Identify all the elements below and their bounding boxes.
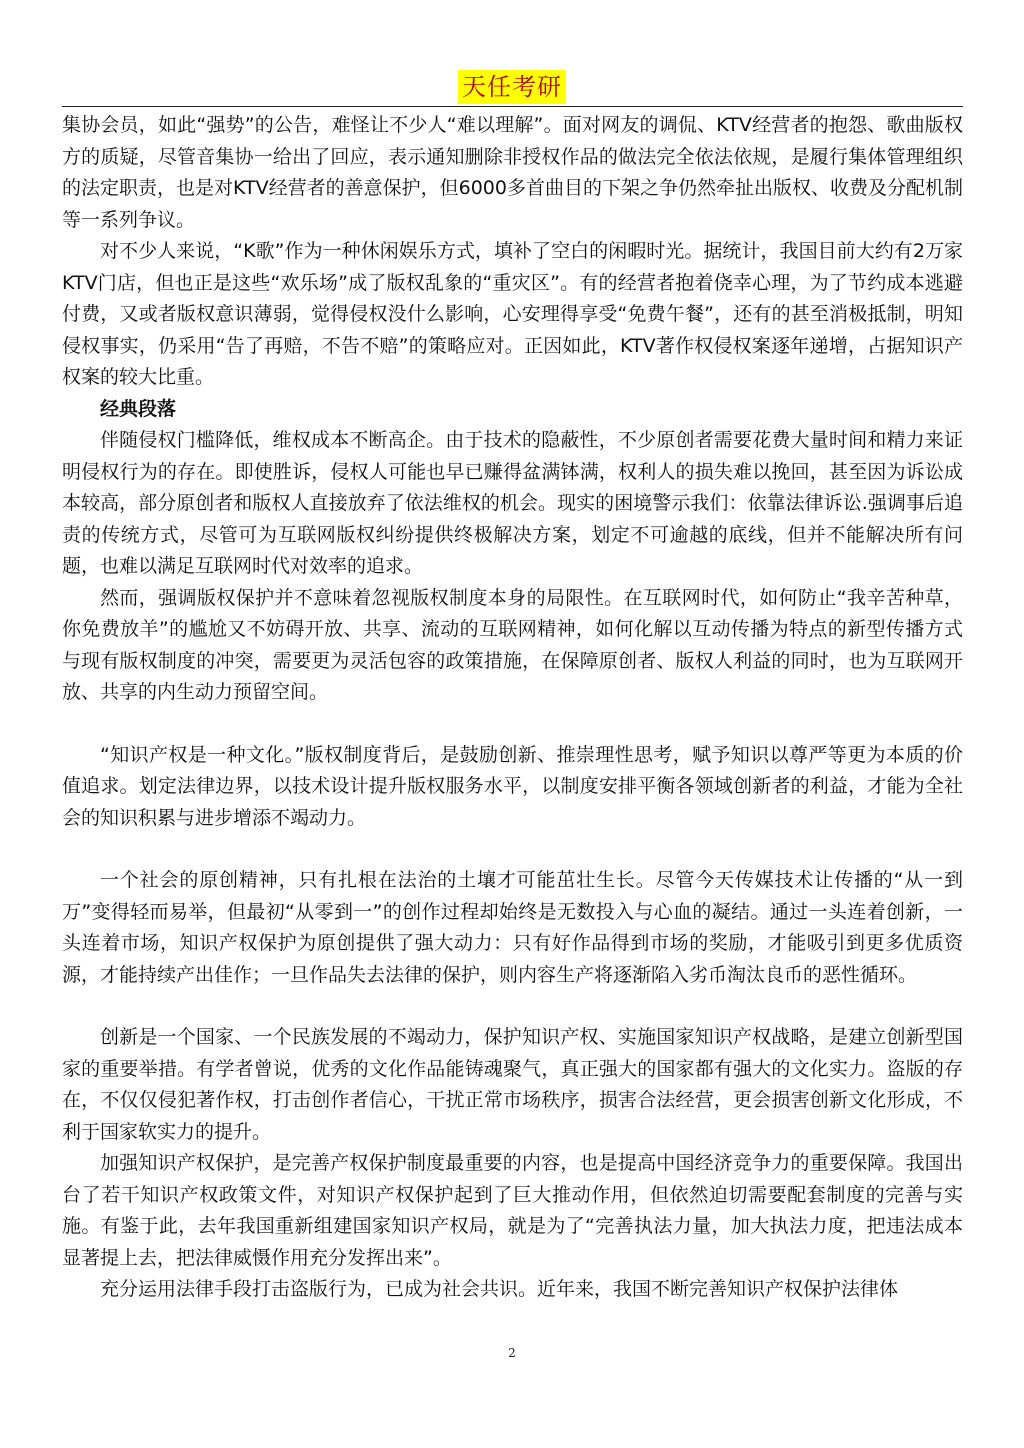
paragraph-3: 伴随侵权门槛降低，维权成本不断高企。由于技术的隐蔽性，不少原创者需要花费大量时间和精力来证明侵权行为的存在。即使胜诉，侵权人可能也早已赚得盆满钵满，权利人的损失难以挽回，甚至因为诉讼成本较高，部分原创者和版权人直接放弃了依法维权的机会。现实的困境警示我们：依靠法律诉讼.强调事后追责的传统方式，尽管可为互联网版权纠纷提供终极解决方案，划定不可逾越的底线，但并不能解决所有问题，也难以满足互联网时代对效率的追求。: [62, 429, 963, 577]
page-number: 2: [508, 1346, 516, 1360]
document-body: [62, 110, 963, 1306]
paragraph-5: “知识产权是一种文化。”版权制度背后，是鼓励创新、推崇理性思考，赋予知识以尊严等更为本质的价值追求。划定法律边界，以技术设计提升版权服务水平，以制度安排平衡各领域创新者的利益，才能为全社会的知识积累与进步增添不竭动力。: [62, 743, 963, 829]
paragraph-1: 集协会员，如此“强势”的公告，难怪让不少人“难以理解”。面对网友的调侃、KTV经营者的抱怨、歌曲版权方的质疑，尽管音集协一给出了回应，表示通知删除非授权作品的做法完全依法依规，是履行集体管理组织的法定职责，也是对KTV经营者的善意保护，但6000多首曲目的下架之争仍然牵扯出版权、收费及分配机制等一系列争议。: [62, 114, 963, 231]
paragraph-8: 加强知识产权保护，是完善产权保护制度最重要的内容，也是提高中国经济竞争力的重要保障。我国出台了若干知识产权政策文件，对知识产权保护起到了巨大推动作用，但依然迫切需要配套制度的完善与实施。有鉴于此，去年我国重新组建国家知识产权局，就是为了“完善执法力量，加大执法力度，把违法成本显著提上去，把法律威慑作用充分发挥出来”。: [62, 1152, 963, 1269]
paragraph-2: 对不少人来说，“K歌”作为一种休闲娱乐方式，填补了空白的闲暇时光。据统计，我国目前大约有2万家KTV门店，但也正是这些“欢乐场”成了版权乱象的“重灾区”。有的经营者抱着侥幸心理，为了节约成本逃避付费，又或者版权意识薄弱，觉得侵权没什么影响，心安理得享受“免费午餐”，还有的甚至消极抵制，明知侵权事实，仍采用“告了再赔，不告不赔”的策略应对。正因如此，KTV著作权侵权案逐年递增，占据知识产权案的较大比重。: [62, 240, 963, 388]
header-title: 天任考研: [458, 70, 566, 104]
paragraph-9: 充分运用法律手段打击盗版行为，已成为社会共识。近年来，我国不断完善知识产权保护法律体: [100, 1278, 899, 1300]
paragraph-gap: [62, 709, 963, 740]
paragraph-gap: [62, 991, 963, 1022]
header-divider: [62, 106, 963, 107]
page-header: [0, 70, 1024, 104]
section-heading: 经典段落: [100, 397, 177, 420]
paragraph-4: 然而，强调版权保护并不意味着忽视版权制度本身的局限性。在互联网时代，如何防止“我辛苦种草，你免费放羊”的尴尬又不妨碍开放、共享、流动的互联网精神，如何化解以互动传播为特点的新型传播方式与现有版权制度的冲突，需要更为灵活包容的政策措施，在保障原创者、版权人利益的同时，也为互联网开放、共享的内生动力预留空间。: [62, 586, 963, 703]
paragraph-7: 创新是一个国家、一个民族发展的不竭动力，保护知识产权、实施国家知识产权战略，是建立创新型国家的重要举措。有学者曾说，优秀的文化作品能铸魂聚气，真正强大的国家都有强大的文化实力。盗版的存在，不仅仅侵犯著作权，打击创作者信心，干扰正常市场秩序，损害合法经营，更会损害创新文化形成，不利于国家软实力的提升。: [62, 1026, 963, 1143]
paragraph-gap: [62, 834, 963, 865]
paragraph-6: 一个社会的原创精神，只有扎根在法治的土壤才可能茁壮生长。尽管今天传媒技术让传播的“从一到万”变得轻而易举，但最初“从零到一”的创作过程却始终是无数投入与心血的凝结。通过一头连着创新，一头连着市场，知识产权保护为原创提供了强大动力：只有好作品得到市场的奖励，才能吸引到更多优质资源，才能持续产出佳作；一旦作品失去法律的保护，则内容生产将逐渐陷入劣币淘汰良币的恶性循环。: [62, 869, 963, 986]
